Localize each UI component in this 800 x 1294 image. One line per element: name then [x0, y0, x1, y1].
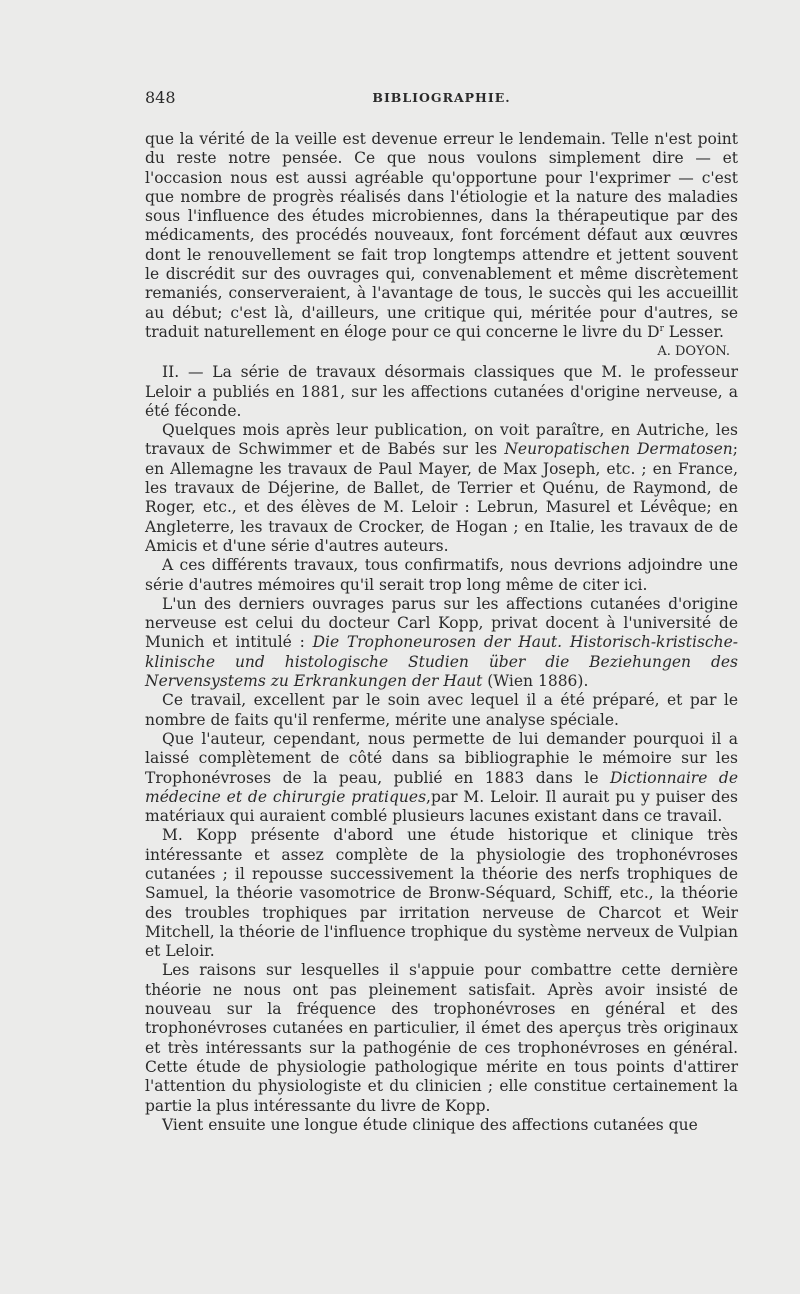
section-gap: [145, 342, 738, 363]
page-number: 848: [145, 88, 176, 107]
paragraph-1: II. — La série de travaux désormais classiques que M. le professeur Leloir a publiés en 1881, sur les affections cutanées d'origine nerveuse, a été féconde.: [145, 363, 738, 420]
paragraph-8: Les raisons sur lesquelles il s'appuie pour combattre cette dernière théorie ne nous ont pas pleinement satisfait. Après avoir insisté de nouveau sur la fréquence des trophonévroses en général et des trophonévroses cutanées en particulier, il émet des aperçus très originaux et très intéressants sur la pathogénie de ces trophonévroses en général. Cette étude de physiologie pathologique mérite en tous points d'attirer l'attention du physiologiste et du clinicien ; elle constitue certainement la partie la plus intéressante du livre de Kopp.: [145, 961, 738, 1115]
paragraph-9: Vient ensuite une longue étude clinique des affections cutanées que: [162, 1115, 698, 1134]
p2-text-a: Quelques mois après leur publication, on voit paraître, en Autriche, les travaux de Schwimmer et de Babés sur les: [145, 421, 738, 459]
paragraph-6: [145, 730, 738, 826]
p0-text: que la vérité de la veille est devenue erreur le lendemain. Telle n'est point du reste notre pensée. Ce que nous voulons simplement dire — et l'occasion nous est aussi agréable qu'opportune pour l'exprimer — c'est que nombre de progrès réalisés dans l'étiologie et la nature des maladies sous l'influence des études microbiennes, dans la thérapeutique par des médicaments, des procédés nouveaux, font forcément défaut aux œuvres dont le renouvellement se fait trop longtemps attendre et jettent souvent le discrédit sur des ouvrages qui, convenablement et même discrètement remaniés, conserveraient, à l'avantage de tous, le succès qui les accueillit au début; c'est là, d'ailleurs, une critique qui, méritée pour d'autres, se traduit naturellement en éloge pour ce qui concerne le livre du D: [145, 130, 738, 341]
paragraph-0: [145, 130, 738, 360]
paragraph-2: [145, 421, 738, 556]
p4-text-a: L'un des derniers ouvrages parus sur les affections cutanées d'origine nerveuse est celui du docteur Carl Kopp, privat docent à l'université de Munich et intitulé :: [145, 594, 738, 652]
p6-text-a: Que l'auteur, cependant, nous permette de lui demander pourquoi il a laissé complètement de côté dans sa bibliographie le mémoire sur les Trophonévroses de la peau, publié en 1883 dans le: [145, 729, 738, 787]
running-title: BIBLIOGRAPHIE.: [372, 90, 511, 105]
p6-italic-title: Dictionnaire de médecine et de chirurgie pratiques: [145, 768, 738, 806]
p0-tail: Lesser.: [663, 322, 724, 341]
article-body: [145, 130, 738, 1135]
author-signoff: A. DOYON.: [657, 344, 730, 360]
p4-italic-title: Die Trophoneurosen der Haut. Historisch-kristische-klinische und histologische Studien über die Beziehungen des Nervensystems zu Erkrankungen der Haut: [145, 633, 738, 691]
paragraph-3: A ces différents travaux, tous confirmatifs, nous devrions adjoindre une série d'autres mémoires qu'il serait trop long même de citer ici.: [145, 556, 738, 594]
p6-text-b: ,par M. Leloir. Il aurait pu y puiser des matériaux qui auraient comblé plusieurs lacunes existant dans ce travail.: [145, 787, 738, 826]
p4-text-b: (Wien 1886).: [482, 672, 589, 691]
page-header: [145, 88, 738, 112]
p2-italic-title: Neuropatischen Dermatosen: [504, 440, 733, 459]
p0-superscript: r: [659, 323, 664, 334]
paragraph-5: Ce travail, excellent par le soin avec lequel il a été préparé, et par le nombre de faits qu'il renferme, mérite une analyse spéciale.: [145, 691, 738, 729]
paragraph-7: M. Kopp présente d'abord une étude historique et clinique très intéressante et assez complète de la physiologie des trophonévroses cutanées ; il repousse successivement la théorie des nerfs trophiques de Samuel, la théorie vasomotrice de Bronw-Séquard, Schiff, etc., la théorie des troubles trophiques par irritation nerveuse de Charcot et Weir Mitchell, la théorie de l'influence trophique du système nerveux de Vulpian et Leloir.: [145, 826, 738, 961]
paragraph-4: [145, 595, 738, 691]
p2-text-b: ; en Allemagne les travaux de Paul Mayer, de Max Joseph, etc. ; en France, les travaux de Déjerine, de Ballet, de Terrier et Quénu, de Raymond, de Roger, etc., et des élèves de M. Leloir : Lebrun, Masurel et Lévêque; en Angleterre, les travaux de Crocker, de Hogan ; en Italie, les travaux de de Amicis et d'une série d'autres auteurs.: [145, 440, 738, 555]
